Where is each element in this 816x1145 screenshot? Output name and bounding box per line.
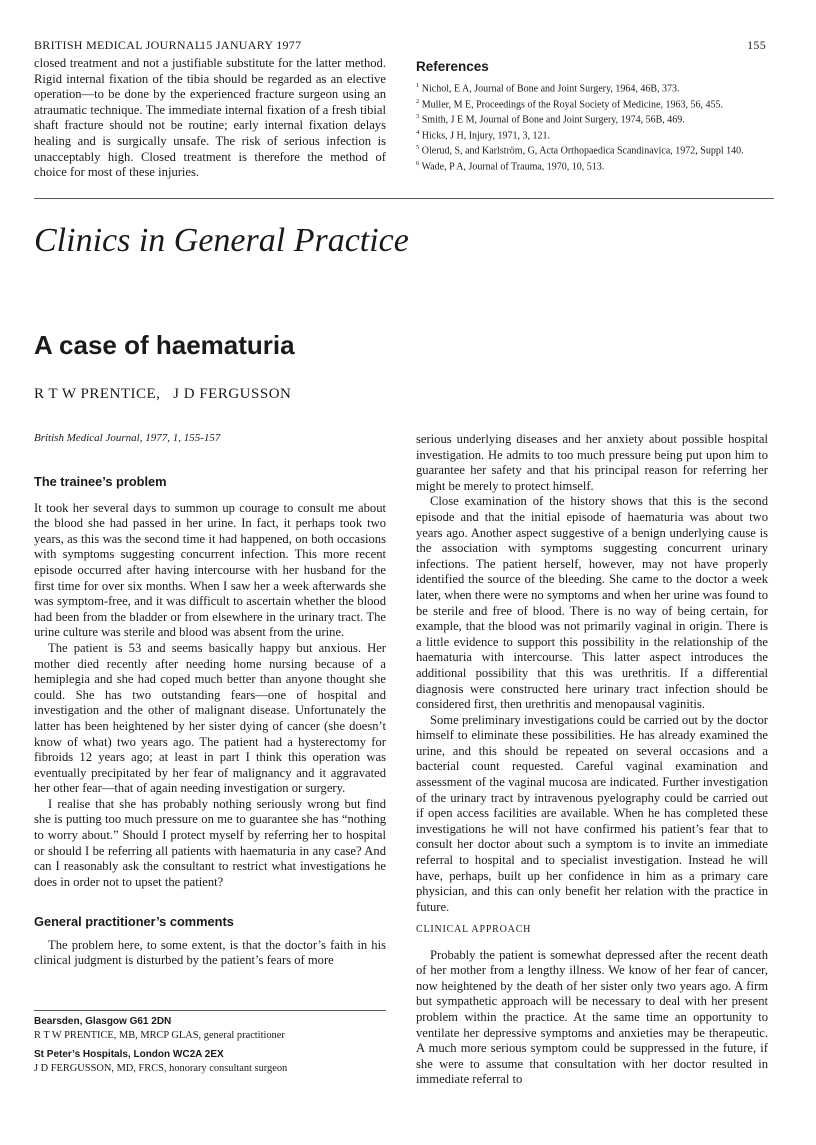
trainee-paragraph: It took her several days to summon up courage to consult me about the blood she had passed in her urine. In fact, it perhaps took two years, as this was the second time it had happened, on both occasions with symptoms suggesting concurrent infection. This more recent episode occurred after having intercourse with her husband for the first time for over six months. When I saw her a week afterwards she was symptom-free, and it was difficult to ascertain whether the blood had been from the bladder or from elsewhere in the urinary tract. The urine culture was sterile and blood was absent from the urine. — [34, 500, 386, 640]
gp-heading: General practitioner’s comments — [34, 914, 234, 929]
affiliation-person: J D FERGUSSON, MD, FRCS, honorary consultant surgeon — [34, 1063, 288, 1074]
article-authors: R T W PRENTICE, J D FERGUSSON — [34, 386, 292, 402]
left-column — [34, 474, 386, 890]
gp-section — [34, 914, 386, 969]
reference-item: $^4$ Hicks, J H, Injury, 1971, 3, 121. — [416, 128, 550, 141]
references-list — [416, 80, 768, 173]
page-number: 155 — [747, 38, 766, 52]
affiliation-rule — [34, 1010, 386, 1011]
trainee-paragraph: I realise that she has probably nothing seriously wrong but find she is putting too much pressure on me to guarantee she has “nothing to worry about.” Should I protect myself by referring her to hospital or should I be referring all patients with haematuria in any case? And can I reasonably ask the consultant to restrict what investigations he does in order not to upset the patient? — [34, 796, 386, 889]
reference-item: $^5$ Olerud, S, and Karlström, G, Acta Orthopaedica Scandinavica, 1972, Suppl 140. — [416, 144, 744, 157]
section-title: Clinics in General Practice — [34, 222, 409, 259]
continued-paragraph: closed treatment and not a justifiable substitute for the latter method. Rigid internal fixation of the tibia should be regarded as an elective operation—to be done by the experienced fracture surgeon using an atraumatic technique. The immediate internal fixation of a fresh tibial shaft fracture should not be routine; early internal fixation delays healing and is surgically unsafe. The risk of serious infection is unacceptably high. Closed treatment is therefore the method of choice for most of these injuries. — [34, 56, 386, 180]
reference-item: $^1$ Nichol, E A, Journal of Bone and Joint Surgery, 1964, 46B, 373. — [416, 82, 680, 95]
affiliations — [34, 1015, 386, 1076]
clinical-approach-section — [416, 922, 768, 1088]
body-paragraph: serious underlying diseases and her anxiety about possible hospital investigation. He admits to too much pressure being put upon him to guarantee her safety and that his principal reason for referring her might be merely to protect himself. — [416, 432, 768, 493]
issue-date: 15 JANUARY 1977 — [200, 38, 302, 52]
article-citation: British Medical Journal, 1977, 1, 155-157 — [34, 432, 221, 444]
journal-name: BRITISH MEDICAL JOURNAL — [34, 38, 203, 52]
reference-item: $^2$ Muller, M E, Proceedings of the Royal Society of Medicine, 1963, 56, 455. — [416, 97, 723, 110]
continued-article-text — [34, 56, 386, 181]
trainee-paragraph: The patient is 53 and seems basically happy but anxious. Her mother died recently after needing home nursing because of a hemiplegia and she had coped much better than anyone thought she could. She has two outstanding fears—one of hospital and investigation and the other of malignant disease. Unfortunately the latter has been heightened by her sister dying of cancer (she doesn’t know of what) two years ago. The patient had a hysterectomy for fibroids 12 years ago; at least in part I think this operation was eventually precipitated by her fear of malignancy and it aggravated her other fear—that of again needing investigation or surgery. — [34, 640, 386, 796]
body-paragraph: Close examination of the history shows that this is the second episode and that the initial episode of haematuria was about two years ago. Another aspect suggestive of a benign underlying cause is the association with symptoms suggesting concurrent urinary infections. The patient herself, however, may not have properly identified the source of the bleeding. She came to the doctor a week later, when there were no symptoms and when her urine was found to be sterile and free of blood. There is no way of being certain, for example, that the blood was not primarily vaginal in origin. There is a little evidence to support this possibility in the relationship of the haematuria with intercourse. This latter aspect introduces the additional possibility that this was urethritis. If a differential diagnosis were constructed here urinary tract infection should be considered first, then urethritis and menopausal vaginitis. — [416, 494, 768, 712]
references-heading: References — [416, 59, 489, 74]
affiliation-place: Bearsden, Glasgow G61 2DN — [34, 1016, 172, 1027]
section-divider — [34, 198, 774, 199]
gp-paragraph: The problem here, to some extent, is that the doctor’s faith in his clinical judgment is disturbed by the patient’s fears of more — [34, 937, 386, 968]
clinical-approach-paragraph: Probably the patient is somewhat depressed after the recent death of her mother from a lengthy illness. We know of her fear of cancer, now heightened by the death of her sister only two years ago. A firm but sympathetic approach will be necessary to deal with her present problem within the practice. At the same time an opportunity to ventilate her depressive symptoms and anxieties may be therapeutic. A much more serious symptom could be suppressed in the future, if she were to assume that consultation with her doctor resulted in immediate referral to — [416, 947, 768, 1087]
right-column — [416, 432, 768, 915]
article-title: A case of haematuria — [34, 330, 295, 360]
affiliation-place: St Peter’s Hospitals, London WC2A 2EX — [34, 1049, 224, 1060]
reference-item: $^6$ Wade, P A, Journal of Trauma, 1970, 10, 513. — [416, 159, 605, 172]
trainee-heading: The trainee’s problem — [34, 474, 167, 489]
affiliation-person: R T W PRENTICE, MB, MRCP GLAS, general practitioner — [34, 1030, 285, 1041]
clinical-approach-heading: CLINICAL APPROACH — [416, 924, 532, 935]
reference-item: $^3$ Smith, J E M, Journal of Bone and Joint Surgery, 1974, 56B, 469. — [416, 113, 685, 126]
body-paragraph: Some preliminary investigations could be carried out by the doctor himself to eliminate these possibilities. He has already examined the urine, and this should be repeated on several occasions and a bacterial count requested. Careful vaginal examination and assessment of the vaginal mucosa are indicated. Further investigation of the urinary tract by intravenous pyelography could be carried out if open access facilities are available. When he has completed these investigations he will not have confirmed his patient’s fear that to consult her doctor about such a symptom is to invite an immediate referral to hospital and to specialist investigation. Instead he will have, perhaps, built up her confidence in him as a primary care physician, and this can only benefit her relation with the practice in future. — [416, 712, 768, 914]
